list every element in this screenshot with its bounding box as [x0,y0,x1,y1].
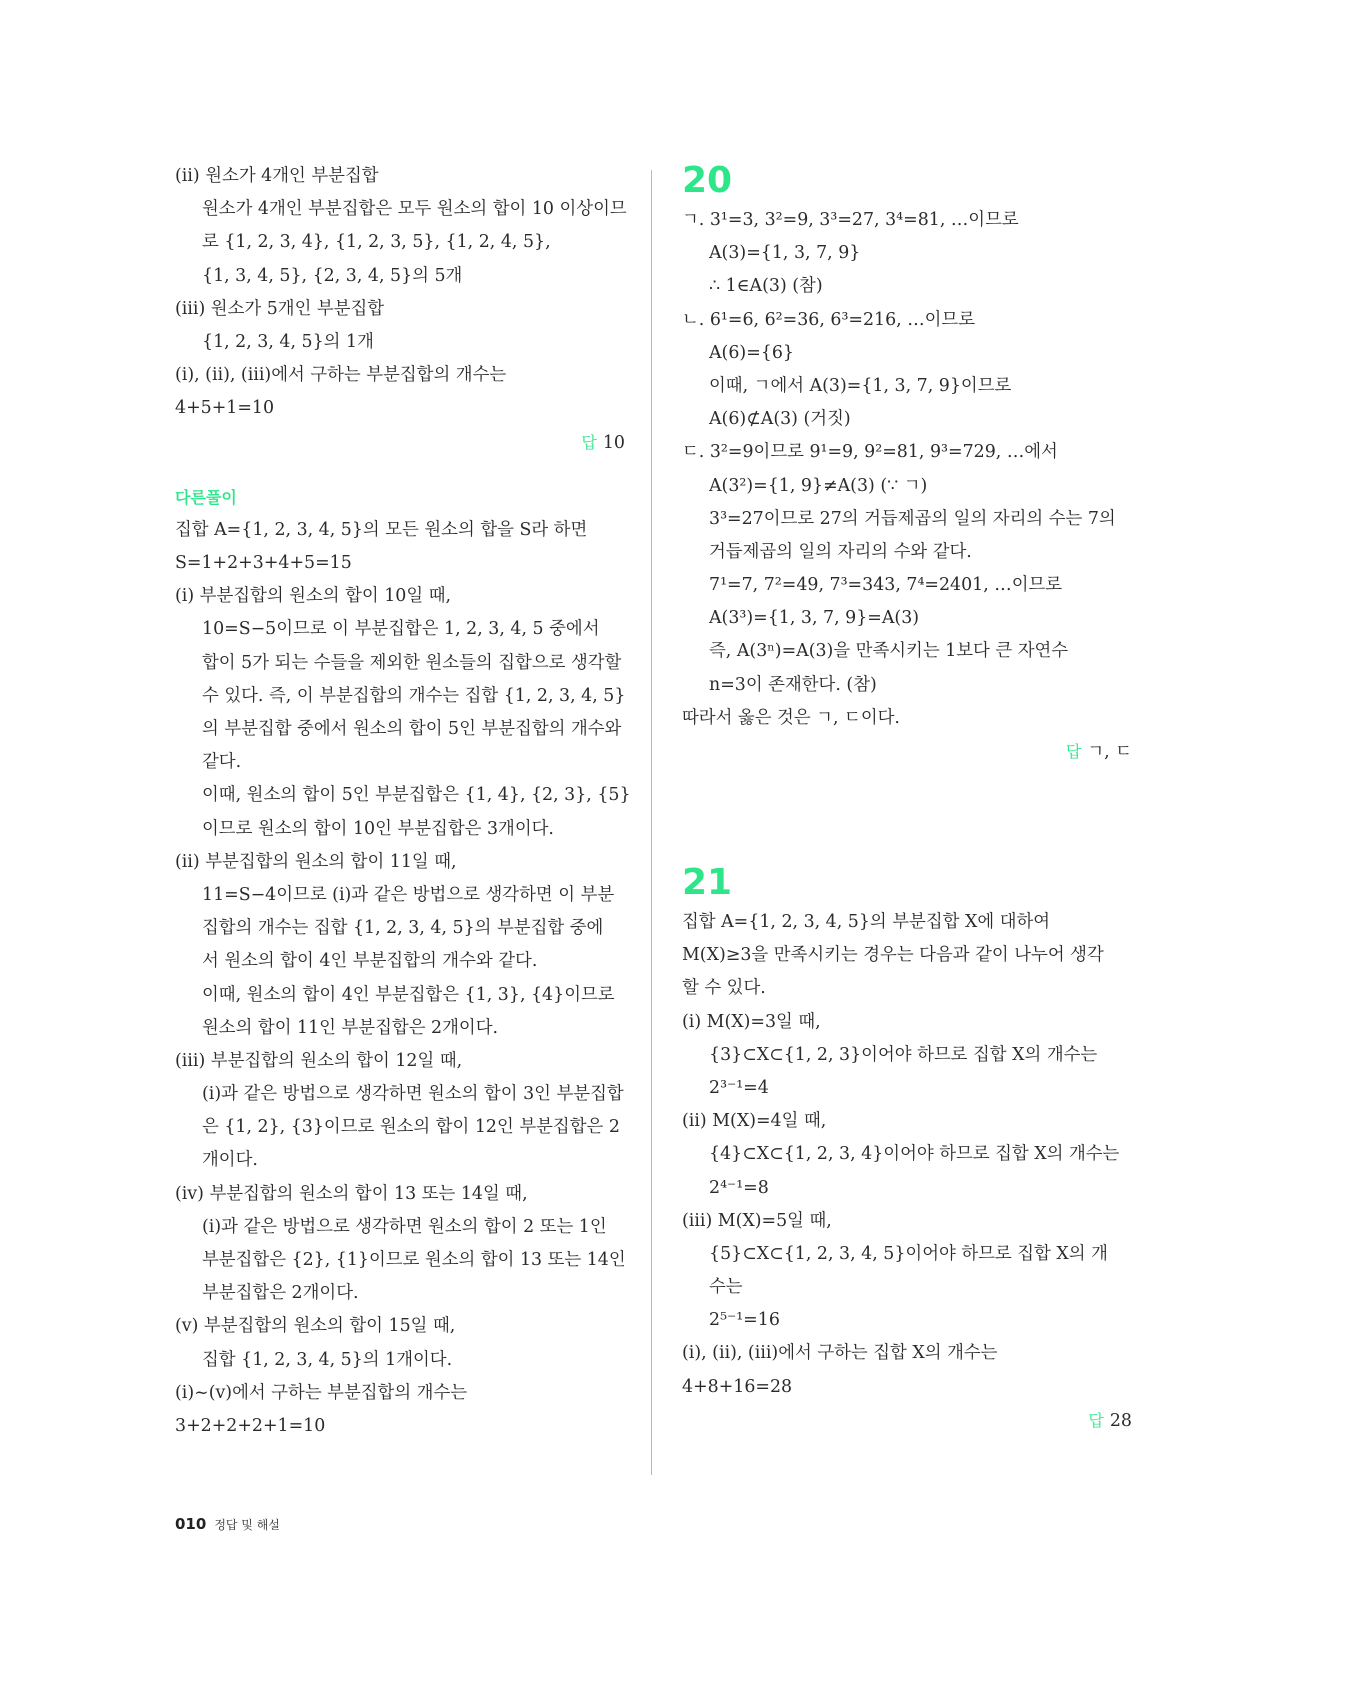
text-line: 3+2+2+2+1=10 [175,1415,326,1436]
text-line: S=1+2+3+4+5=15 [175,553,352,574]
left-column [175,160,631,1443]
text-line: 개이다. [202,1150,258,1171]
solution-block-left-top [175,160,625,426]
text-line: 거듭제곱의 일의 자리의 수와 같다. [709,541,972,562]
alternative-solution-title: 다른풀이 [175,487,237,507]
text-line: (ⅰ) 부분집합의 원소의 합이 10일 때, [175,586,452,607]
text-line: 수는 [709,1277,743,1298]
answer-value: 10 [602,432,625,453]
text-line: (ⅰ) M(X)=3일 때, [682,1011,821,1032]
answer-line [175,426,625,459]
answer-value-21: 28 [1109,1410,1132,1431]
answer-line-21 [682,1404,1132,1437]
text-line: (ⅱ) M(X)=4일 때, [682,1111,827,1132]
text-line: {5}⊂X⊂{1, 2, 3, 4, 5}이어야 하므로 집합 X의 개 [709,1243,1108,1264]
text-line: 따라서 옳은 것은 ㄱ, ㄷ이다. [682,707,900,728]
page-number: 010 [175,1515,207,1533]
problem-21-section [682,862,1132,1437]
answer-label: 답 [1088,1410,1104,1430]
text-line: (ⅳ) 부분집합의 원소의 합이 13 또는 14일 때, [175,1183,528,1204]
text-line: n=3이 존재한다. (참) [709,674,877,695]
text-line: 4+8+16=28 [682,1376,793,1397]
text-line: 집합의 개수는 집합 {1, 2, 3, 4, 5}의 부분집합 중에 [202,918,604,939]
text-line: 로 {1, 2, 3, 4}, {1, 2, 3, 5}, {1, 2, 4, 5}, [202,232,551,253]
text-line: 집합 {1, 2, 3, 4, 5}의 1개이다. [202,1349,453,1370]
text-line: 이므로 원소의 합이 10인 부분집합은 3개이다. [202,818,554,839]
text-line: 2⁴⁻¹=8 [709,1177,769,1198]
column-divider [651,170,652,1475]
text-line: 집합 A={1, 2, 3, 4, 5}의 모든 원소의 합을 S라 하면 [175,519,588,540]
text-line: A(3)={1, 3, 7, 9} [709,243,861,264]
text-line: {3}⊂X⊂{1, 2, 3}이어야 하므로 집합 X의 개수는 [709,1044,1098,1065]
text-line: 2⁵⁻¹=16 [709,1310,780,1331]
text-line: 3³=27이므로 27의 거듭제곱의 일의 자리의 수는 7의 [709,508,1116,529]
text-line: (ⅴ) 부분집합의 원소의 합이 15일 때, [175,1316,456,1337]
text-line: A(6)⊄A(3) (거짓) [709,409,851,430]
text-line: (ⅰ), (ⅱ), (ⅲ)에서 구하는 부분집합의 개수는 [175,365,507,386]
text-line: A(3³)={1, 3, 7, 9}=A(3) [709,608,920,629]
text-line: 수 있다. 즉, 이 부분집합의 개수는 집합 {1, 2, 3, 4, 5} [202,685,626,706]
text-line: 즉, A(3ⁿ)=A(3)을 만족시키는 1보다 큰 자연수 [709,641,1069,662]
problem-number-20: 20 [682,160,733,201]
text-line: A(6)={6} [709,342,794,363]
text-line: 할 수 있다. [682,978,766,999]
text-line: 서 원소의 합이 4인 부분집합의 개수와 같다. [202,951,538,972]
text-line: 은 {1, 2}, {3}이므로 원소의 합이 12인 부분집합은 2 [202,1117,620,1138]
answer-line-20 [682,735,1132,768]
text-line: 부분집합은 {2}, {1}이므로 원소의 합이 13 또는 14인 [202,1250,626,1270]
text-line: A(3²)={1, 9}≠A(3) (∵ ㄱ) [709,475,928,496]
text-line: ∴ 1∈A(3) (참) [709,276,823,297]
footer-title: 정답 및 해설 [214,1518,280,1532]
text-line: (ⅰ)과 같은 방법으로 생각하면 원소의 합이 3인 부분집합 [202,1084,624,1105]
text-line: (ⅱ) 원소가 4개인 부분집합 [175,166,379,186]
answer-label: 답 [581,432,597,452]
right-column [682,160,1132,768]
text-line: ㄷ. 3²=9이므로 9¹=9, 9²=81, 9³=729, …에서 [682,442,1058,463]
text-line: 집합 A={1, 2, 3, 4, 5}의 부분집합 X에 대하여 [682,912,1051,932]
text-line: 이때, 원소의 합이 5인 부분집합은 {1, 4}, {2, 3}, {5} [202,785,631,806]
text-line: (ⅰ), (ⅱ), (ⅲ)에서 구하는 집합 X의 개수는 [682,1343,998,1364]
text-line: 2³⁻¹=4 [709,1077,769,1098]
text-line: ㄱ. 3¹=3, 3²=9, 3³=27, 3⁴=81, …이므로 [682,210,1019,230]
text-line: M(X)≥3을 만족시키는 경우는 다음과 같이 나누어 생각 [682,945,1104,966]
text-line: 이때, ㄱ에서 A(3)={1, 3, 7, 9}이므로 [709,375,1012,396]
text-line: 10=S−5이므로 이 부분집합은 1, 2, 3, 4, 5 중에서 [202,619,600,640]
text-line: {1, 2, 3, 4, 5}의 1개 [202,331,374,352]
text-line: (ⅲ) 원소가 5개인 부분집합 [175,298,385,319]
text-line: 부분집합은 2개이다. [202,1283,359,1304]
text-line: (ⅲ) M(X)=5일 때, [682,1210,832,1231]
alternative-solution-block [175,514,631,1443]
text-line: 합이 5가 되는 수들을 제외한 원소들의 집합으로 생각할 [202,652,622,673]
text-line: (ⅱ) 부분집합의 원소의 합이 11일 때, [175,851,457,872]
text-line: (ⅲ) 부분집합의 원소의 합이 12일 때, [175,1050,463,1071]
solution-block-21 [682,906,1132,1404]
problem-number-21: 21 [682,862,733,903]
text-line: ㄴ. 6¹=6, 6²=36, 6³=216, …이므로 [682,309,976,330]
text-line: 11=S−4이므로 (ⅰ)과 같은 방법으로 생각하면 이 부분 [202,884,615,905]
text-line: 원소의 합이 11인 부분집합은 2개이다. [202,1017,499,1038]
page-footer [175,1514,280,1533]
answer-value-20: ㄱ, ㄷ [1087,742,1132,762]
text-line: 7¹=7, 7²=49, 7³=343, 7⁴=2401, …이므로 [709,575,1063,596]
text-line: 4+5+1=10 [175,398,275,419]
text-line: {1, 3, 4, 5}, {2, 3, 4, 5}의 5개 [202,265,463,286]
text-line: 원소가 4개인 부분집합은 모두 원소의 합이 10 이상이므 [202,199,627,220]
text-line: {4}⊂X⊂{1, 2, 3, 4}이어야 하므로 집합 X의 개수는 [709,1144,1120,1165]
text-line: 의 부분집합 중에서 원소의 합이 5인 부분집합의 개수와 [202,719,622,739]
text-line: 이때, 원소의 합이 4인 부분집합은 {1, 3}, {4}이므로 [202,984,615,1005]
text-line: 같다. [202,752,242,773]
text-line: (ⅰ)과 같은 방법으로 생각하면 원소의 합이 2 또는 1인 [202,1216,607,1237]
text-line: (ⅰ)~(ⅴ)에서 구하는 부분집합의 개수는 [175,1382,468,1403]
answer-label: 답 [1065,742,1082,761]
solution-block-20 [682,204,1132,735]
